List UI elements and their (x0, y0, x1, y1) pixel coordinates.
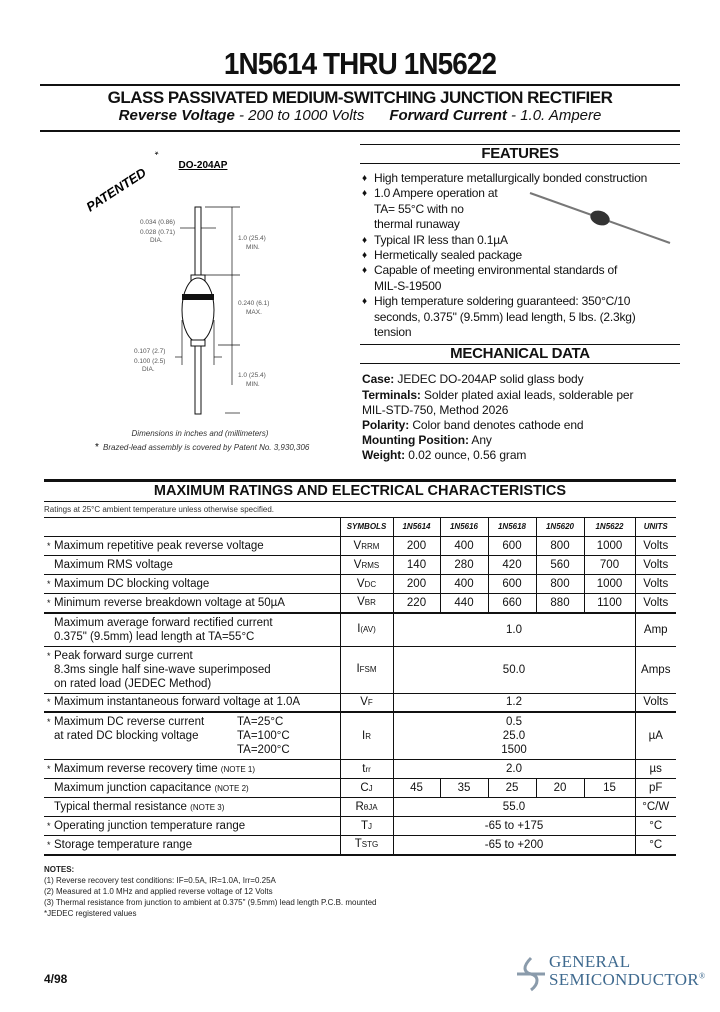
revision-date: 4/98 (44, 972, 68, 986)
table-row (44, 646, 676, 693)
symbol: T (360, 819, 369, 832)
param-desc: Peak forward surge current (54, 649, 193, 662)
diagram-caption: Dimensions in inches and (millimeters) (131, 429, 269, 438)
symbol-cell (340, 760, 393, 779)
value-cell: -65 to +200 (393, 836, 635, 855)
param-cell (44, 836, 340, 855)
note-item: *JEDEC registered values (44, 908, 137, 918)
symbol-subscript: FSM (359, 665, 377, 674)
unit-cell: °C (635, 836, 676, 855)
param-cell (44, 594, 340, 613)
logo-text: SEMICONDUCTOR (549, 970, 699, 989)
param-cell (44, 575, 340, 594)
patent-note: Brazed-lead assembly is covered by Patent No. 3,930,306 (103, 443, 310, 452)
symbol-subscript: θJA (363, 802, 378, 812)
param-cell (44, 613, 340, 647)
logo-line-2 (549, 970, 705, 990)
dim-min-label: MIN. (246, 381, 260, 388)
value-cell: 200 (393, 537, 440, 556)
table-row (44, 779, 676, 798)
value-cell: 2.0 (393, 760, 635, 779)
note-ref: (NOTE 2) (214, 783, 249, 793)
dim-max-label: MAX. (246, 309, 262, 316)
dim-min-label: MIN. (246, 244, 260, 251)
value-cell: 800 (536, 575, 584, 594)
note-ref: (NOTE 1) (220, 764, 256, 774)
value-cell: 1.0 (393, 613, 635, 647)
symbol-subscript: DC (364, 579, 377, 589)
dim-lead-dia-min: 0.028 (0.71) (140, 229, 176, 236)
company-logo (515, 952, 706, 992)
symbol-subscript: RRM (361, 541, 380, 551)
value-cell: 140 (393, 556, 440, 575)
table-row (44, 817, 676, 836)
unit-cell: Volts (635, 575, 676, 594)
mech-item (362, 388, 657, 418)
value-cell: 15 (584, 779, 635, 798)
dim-lead-length-2: 1.0 (25.4) (238, 372, 266, 379)
table-row (44, 693, 676, 712)
column-header: 1N5618 (488, 518, 536, 537)
symbol-subscript: (AV) (360, 625, 376, 634)
table-row (44, 575, 676, 594)
condition: TA=200°C (237, 744, 290, 756)
symbol: V (353, 558, 362, 571)
symbol-cell (340, 575, 393, 594)
symbol-cell (340, 537, 393, 556)
header-blank (44, 518, 340, 537)
lead-bottom (195, 346, 201, 414)
logo-mark-icon (515, 956, 547, 992)
unit-cell: Volts (635, 594, 676, 613)
divider (40, 130, 680, 132)
notes-heading: NOTES: (44, 864, 75, 874)
table-row (44, 537, 676, 556)
value-cell: 800 (536, 537, 584, 556)
value-cell: 20 (536, 779, 584, 798)
mech-label: Case: (362, 372, 395, 387)
symbol: I (362, 729, 366, 742)
package-diagram (40, 140, 350, 460)
table-row (44, 836, 676, 855)
symbol-subscript: rr (365, 764, 371, 774)
mech-value: Solder plated axial leads, solderable per MIL-STD-750, Method 2026 (362, 387, 634, 417)
feature-item: ♦ High temperature metallurgically bonded construction (362, 171, 682, 186)
jedec-star: * (47, 579, 51, 589)
param-cell (44, 798, 340, 817)
unit-cell: µA (635, 712, 676, 760)
value-cell: 1100 (584, 594, 635, 613)
symbol: V (356, 577, 365, 590)
value-cell: 280 (440, 556, 488, 575)
unit-cell: Volts (635, 693, 676, 712)
value-cell: -65 to +175 (393, 817, 635, 836)
value-cell: 55.0 (393, 798, 635, 817)
note-item: (1) Reverse recovery test conditions: IF=0.5A, IR=1.0A, Irr=0.25A (44, 875, 276, 885)
unit-cell: Volts (635, 537, 676, 556)
patented-asterisk: * (153, 149, 163, 161)
dim-body-dia-max: 0.107 (2.7) (134, 348, 166, 355)
dim-lead-dia-max: 0.034 (0.86) (140, 219, 176, 226)
value-cell: 420 (488, 556, 536, 575)
table-row (44, 712, 676, 760)
jedec-star: * (47, 763, 51, 774)
symbol-cell (340, 817, 393, 836)
mech-item (362, 433, 682, 448)
value-cell: 400 (440, 575, 488, 594)
symbol-cell (340, 646, 393, 693)
spec-line (0, 107, 720, 124)
dim-dia-label: DIA. (150, 237, 163, 244)
mech-label: Terminals: (362, 387, 421, 402)
symbol-subscript: F (367, 697, 373, 707)
param-desc: Maximum reverse recovery time (54, 762, 218, 775)
mech-value: 0.02 ounce, 0.56 gram (405, 448, 527, 463)
mech-label: Mounting Position: (362, 433, 469, 448)
value: 25.0 (502, 730, 526, 742)
feature-item: ♦ Hermetically sealed package (362, 248, 682, 263)
note-item: (3) Thermal resistance from junction to ambient at 0.375" (9.5mm) lead length P.C.B. mounted (44, 897, 377, 907)
table-row (44, 613, 676, 647)
cathode-band (182, 294, 214, 300)
dim-dia-label: DIA. (142, 366, 155, 373)
condition: TA=100°C (237, 730, 290, 742)
param-desc: Maximum instantaneous forward voltage at 1.0A (54, 696, 301, 709)
param-cell (44, 817, 340, 836)
value-cell: 35 (440, 779, 488, 798)
diode-photo-icon (525, 188, 675, 248)
table-row (44, 798, 676, 817)
symbol: t (362, 762, 366, 775)
dim-lead-length: 1.0 (25.4) (238, 235, 266, 242)
unit-cell: µs (635, 760, 676, 779)
divider (40, 84, 680, 86)
symbol: I (356, 663, 360, 675)
table-row (44, 556, 676, 575)
column-header: 1N5622 (584, 518, 635, 537)
symbol-subscript: BR (364, 598, 376, 608)
value-cell (393, 712, 635, 760)
param-desc: Maximum DC reverse current (54, 716, 205, 728)
symbol: V (357, 596, 365, 609)
unit-cell: Volts (635, 556, 676, 575)
mech-value: Any (468, 433, 492, 448)
column-header: SYMBOLS (340, 518, 393, 537)
value-cell: 1.2 (393, 693, 635, 712)
asterisk: * (95, 442, 99, 453)
subtitle: GLASS PASSIVATED MEDIUM-SWITCHING JUNCTION RECTIFIER (107, 88, 613, 107)
symbol: V (360, 695, 368, 708)
mechanical-heading: MECHANICAL DATA (360, 344, 680, 364)
value-cell: 1000 (584, 537, 635, 556)
value-cell: 45 (393, 779, 440, 798)
mech-item (362, 372, 682, 387)
param-desc: Maximum average forward rectified current (54, 616, 273, 629)
unit-cell: Amp (635, 613, 676, 647)
value-cell: 600 (488, 575, 536, 594)
symbol-cell (340, 798, 393, 817)
param-desc: Maximum junction capacitance (54, 781, 212, 794)
param-desc: Operating junction temperature range (54, 820, 246, 832)
param-cell (44, 760, 340, 779)
ratings-condition-note: Ratings at 25°C ambient temperature unless otherwise specified. (44, 505, 274, 514)
symbol-cell (340, 613, 393, 647)
value-cell: 1000 (584, 575, 635, 594)
unit-cell: °C/W (635, 798, 676, 817)
lead-cap (191, 340, 205, 346)
symbol-cell (340, 556, 393, 575)
symbol-cell (340, 693, 393, 712)
column-header: 1N5614 (393, 518, 440, 537)
table-row (44, 594, 676, 613)
symbol-cell (340, 712, 393, 760)
notes (44, 864, 676, 919)
value-cell: 440 (440, 594, 488, 613)
value-cell: 400 (440, 537, 488, 556)
glass-body (182, 278, 214, 342)
ratings-section (44, 479, 676, 919)
param-desc: Maximum DC blocking voltage (54, 578, 210, 590)
value-cell: 600 (488, 537, 536, 556)
param-desc: Maximum RMS voltage (54, 559, 173, 571)
logo-registered: ® (699, 971, 706, 981)
mech-label: Polarity: (362, 418, 410, 433)
lead-top (195, 207, 201, 275)
jedec-star: * (47, 717, 51, 727)
mech-value: JEDEC DO-204AP solid glass body (394, 372, 584, 387)
mech-item (362, 418, 682, 433)
mechanical-data (362, 372, 682, 463)
unit-cell: Amps (635, 646, 676, 693)
feature-item: ♦ 1.0 Ampere operation at TA= 55°C with no thermal runaway (362, 186, 502, 232)
mech-value: Color band denotes cathode end (409, 418, 584, 433)
column-header: UNITS (635, 518, 676, 537)
features-heading: FEATURES (360, 144, 680, 164)
param-desc-3: on rated load (JEDEC Method) (54, 677, 212, 690)
feature-item: ♦ Typical IR less than 0.1µA (362, 233, 682, 248)
jedec-star: * (47, 821, 51, 831)
table-row (44, 760, 676, 779)
column-header: 1N5616 (440, 518, 488, 537)
symbol: C (360, 781, 369, 794)
value: 0.5 (506, 716, 522, 728)
param-desc: Typical thermal resistance (54, 800, 187, 813)
patented-stamp: PATENTED (83, 164, 149, 215)
param-desc: Storage temperature range (54, 838, 193, 851)
logo-line-1: GENERAL (549, 952, 631, 971)
symbol-subscript: J (368, 783, 373, 793)
value-cell: 220 (393, 594, 440, 613)
jedec-star: * (47, 650, 51, 661)
symbol-subscript: STG (361, 840, 379, 850)
jedec-star: * (47, 541, 51, 551)
value-cell: 660 (488, 594, 536, 613)
jedec-star: * (47, 697, 51, 708)
document-title: 1N5614 THRU 1N5622 (223, 46, 497, 81)
symbol-subscript: J (368, 821, 373, 831)
note-item: (2) Measured at 1.0 MHz and applied reverse voltage of 12 Volts (44, 886, 273, 896)
table-header-row (44, 518, 676, 537)
param-cell (44, 712, 340, 760)
jedec-star: * (47, 597, 51, 608)
value-cell: 50.0 (393, 646, 635, 693)
value-cell: 25 (488, 779, 536, 798)
feature-item: ♦ High temperature soldering guaranteed: 350°C/10 seconds, 0.375" (9.5mm) lead length, 5 lbs. (2.3kg) tension (362, 294, 652, 340)
param-cell (44, 646, 340, 693)
mech-item (362, 448, 682, 463)
param-cell (44, 779, 340, 798)
symbol-cell (340, 836, 393, 855)
value: 1500 (501, 744, 527, 756)
param-cell (44, 693, 340, 712)
symbol: T (354, 838, 362, 851)
param-cell (44, 556, 340, 575)
param-desc-2: at rated DC blocking voltage (54, 730, 199, 742)
symbol-subscript: RMS (361, 560, 380, 570)
symbol: V (353, 539, 362, 552)
param-desc: Maximum repetitive peak reverse voltage (54, 540, 264, 552)
rv-value: - 200 to 1000 Volts (234, 107, 365, 124)
symbol-subscript: R (365, 731, 371, 741)
value-cell: 700 (584, 556, 635, 575)
param-desc-2: 8.3ms single half sine-wave superimposed (54, 663, 271, 676)
value-cell: 200 (393, 575, 440, 594)
param-desc: Minimum reverse breakdown voltage at 50µA (54, 596, 285, 609)
ratings-table (44, 517, 676, 856)
package-name: DO-204AP (178, 160, 228, 171)
symbol-cell (340, 594, 393, 613)
param-desc-2: 0.375" (9.5mm) lead length at TA=55°C (54, 630, 255, 643)
symbol: R (355, 800, 364, 813)
rv-label: Reverse Voltage (118, 107, 235, 124)
fc-label: Forward Current (389, 107, 507, 124)
jedec-star: * (47, 839, 51, 850)
ratings-heading: MAXIMUM RATINGS AND ELECTRICAL CHARACTERISTICS (44, 479, 676, 502)
note-ref: (NOTE 3) (190, 802, 225, 812)
condition: TA=25°C (237, 716, 284, 728)
fc-value: - 1.0. Ampere (506, 107, 602, 124)
unit-cell: °C (635, 817, 676, 836)
mech-label: Weight: (362, 448, 406, 463)
unit-cell: pF (635, 779, 676, 798)
value-cell: 560 (536, 556, 584, 575)
feature-item: ♦ Capable of meeting environmental standards of MIL-S-19500 (362, 263, 642, 294)
value-cell: 880 (536, 594, 584, 613)
dim-body-dia-min: 0.100 (2.5) (134, 358, 166, 365)
dim-body-length: 0.240 (6.1) (238, 300, 270, 307)
symbol: I (357, 623, 361, 635)
symbol-cell (340, 779, 393, 798)
param-cell (44, 537, 340, 556)
column-header: 1N5620 (536, 518, 584, 537)
